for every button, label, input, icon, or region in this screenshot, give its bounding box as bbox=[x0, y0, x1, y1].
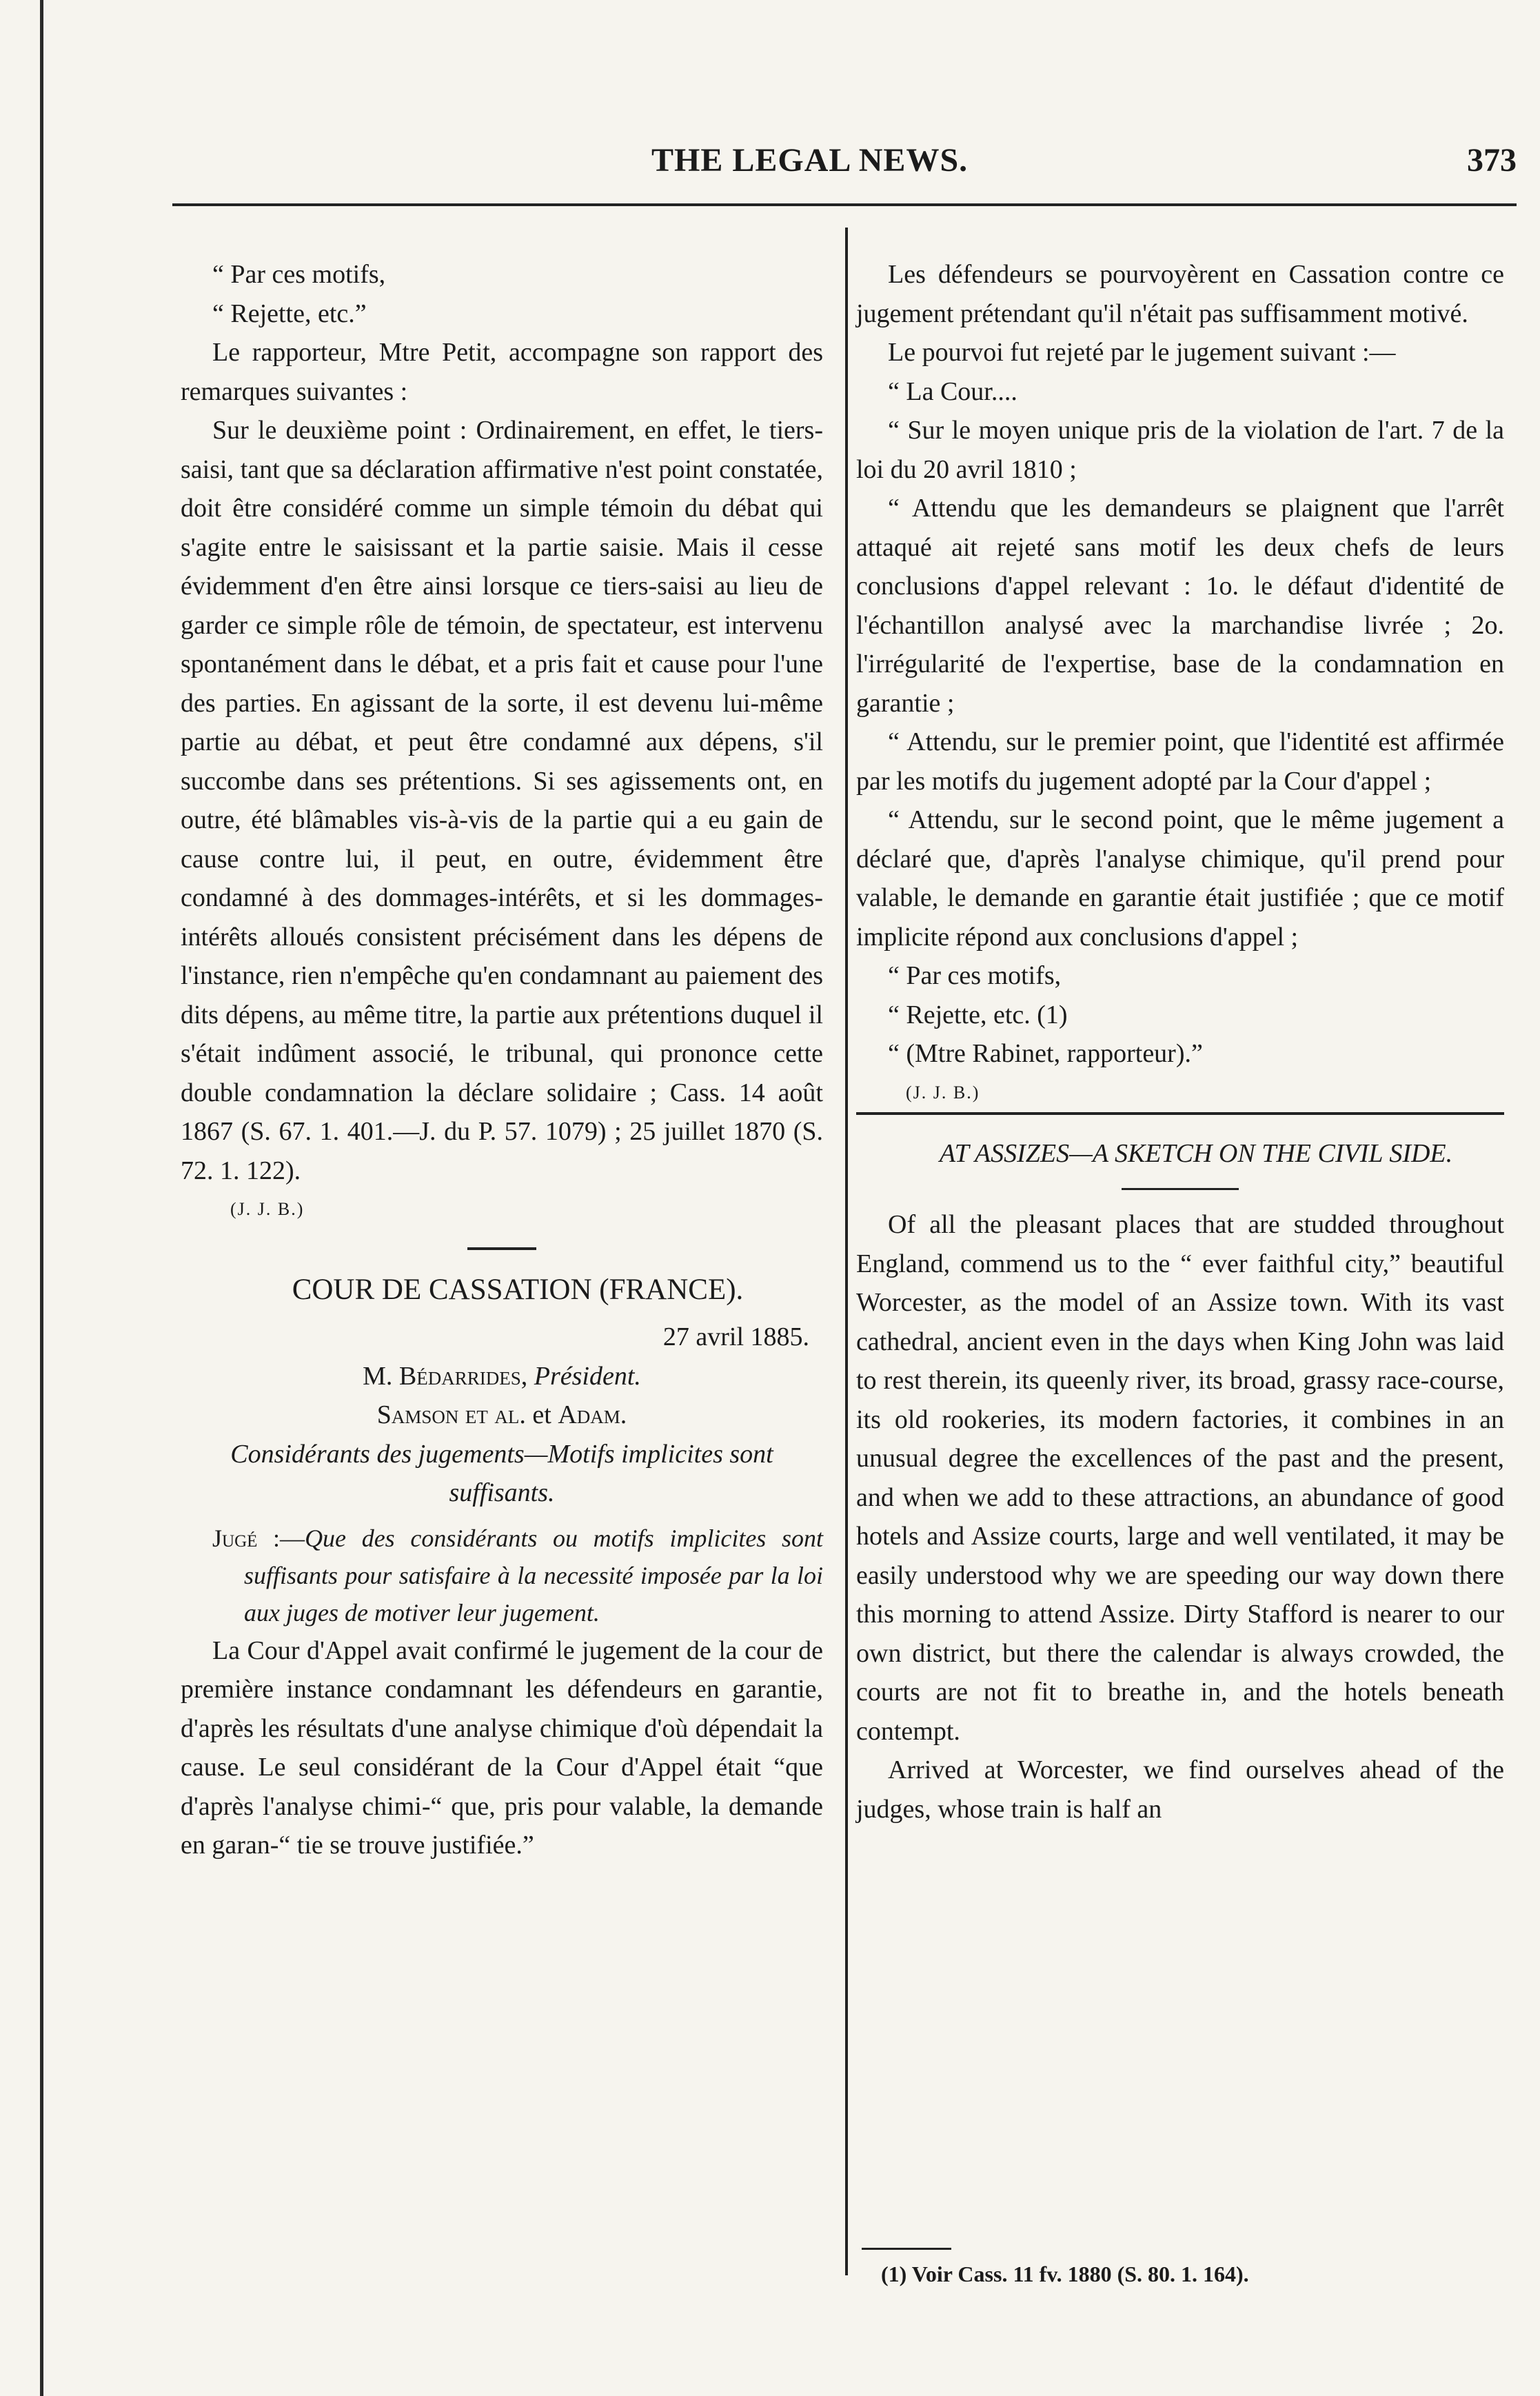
quote-line: “ Rejette, etc.” bbox=[212, 299, 367, 328]
column-rule bbox=[845, 228, 848, 2275]
quote-line: “ Par ces motifs, bbox=[212, 260, 386, 289]
paragraph: Arrived at Worcester, we find ourselves ahead of the judges, whose train is half an bbox=[856, 1755, 1504, 1824]
paragraph: Le rapporteur, Mtre Petit, accompagne son rapport des remarques suivantes : bbox=[181, 338, 823, 406]
parties-line bbox=[181, 1396, 823, 1435]
left-column bbox=[181, 255, 823, 1865]
quote-line: “ Par ces motifs, bbox=[888, 961, 1062, 990]
paragraph: La Cour d'Appel avait confirmé le jugement de la cour de première instance condamnant les défendeurs en garantie, d'après les résultats d'une analyse chimique d'où dépendait la cause. Le seul considérant de la Cour d'Appel était “que d'après l'analyse chimi-“ que, pris pour valable, la demande en garan-“ tie se trouve justifiée.” bbox=[181, 1635, 823, 1860]
parties-conjunction: et bbox=[532, 1400, 551, 1429]
footnote: (1) Voir Cass. 11 fv. 1880 (S. 80. 1. 164). bbox=[881, 2262, 1249, 2286]
paragraph: Of all the pleasant places that are studded throughout England, commend us to the “ ever faithful city,” beautiful Worcester, as the model of an Assize town. With its vast cathedral, ancient even in the days when King John was laid to rest therein, its queenly river, its broad, grassy race-course, its old rookeries, its modern factories, it combines in an unusual degree the excellences of the past and the present, and when we add to these attractions, an abundance of good hotels and Assize courts, large and well ventilated, it may be easily understood why we are speeding our way down there this morning to attend Assize. Dirty Stafford is nearer to our own district, but there the calendar is always crowded, the courts are not fit to breathe in, and the hotels beneath contempt. bbox=[856, 1210, 1504, 1746]
paragraph: Sur le deuxième point : Ordinairement, en effet, le tiers-saisi, tant que sa déclaration affirmative n'est point constatée, doit être considéré comme un simple témoin du débat qui s'agite entre le saisissant et la partie saisie. Mais il cesse évidemment d'en être ainsi lorsque ce tiers-saisi au lieu de garder ce simple rôle de témoin, de spectateur, est intervenu spontanément dans le débat, et a pris fait et cause pour l'une des parties. En agissant de la sorte, il est devenu lui-même partie au débat, et peut être condamné aux dépens, s'il succombe dans ses prétentions. Si ses agissements ont, en outre, été blâmables vis-à-vis de la partie qui a eu gain de cause contre lui, il peut, en outre, évidemment être condamné à des dommages-intérêts, et si les dommages-intérêts alloués consistent précisément dans les dépens de l'instance, rien n'empêche qu'en condamnant au paiement des dits dépens, au même titre, la partie aux prétentions duquel il s'était indûment associé, le tribunal, qui prononce cette double condamnation la déclare solidaire ; Cass. 14 août 1867 (S. 67. 1. 401.—J. du P. 57. 1079) ; 25 juillet 1870 (S. 72. 1. 122). bbox=[181, 416, 823, 1185]
holding bbox=[212, 1520, 823, 1631]
quote-line: “ Attendu, sur le second point, que le même jugement a déclaré que, d'après l'analyse chimique, qu'il prend pour valable, le demande en garantie était justifiée ; que ce motif implicite répond aux conclusions d'appel ; bbox=[856, 805, 1504, 952]
paragraph: Les défendeurs se pourvoyèrent en Cassation contre ce jugement prétendant qu'il n'était pas suffisamment motivé. bbox=[856, 260, 1504, 328]
president-line bbox=[181, 1357, 823, 1396]
scan-edge bbox=[40, 0, 43, 2396]
right-column bbox=[856, 255, 1504, 1829]
decision-date: 27 avril 1885. bbox=[662, 1322, 809, 1351]
title-rule bbox=[1122, 1188, 1239, 1190]
quote-line: “ Sur le moyen unique pris de la violation de l'art. 7 de la loi du 20 avril 1810 ; bbox=[856, 416, 1504, 484]
footnote-rule bbox=[862, 2248, 951, 2250]
page-number: 373 bbox=[1467, 142, 1517, 179]
initials: (J. J. B.) bbox=[230, 1199, 305, 1219]
holding-label: Jugé :— bbox=[212, 1524, 305, 1552]
initials: (J. J. B.) bbox=[906, 1082, 980, 1103]
party-2: Adam. bbox=[558, 1400, 627, 1429]
running-header bbox=[172, 141, 1517, 197]
quote-line: “ Attendu, sur le premier point, que l'identité est affirmée par les motifs du jugement adopté par la Cour d'appel ; bbox=[856, 727, 1504, 796]
case-subject: Considérants des jugements—Motifs implicites sont suffisants. bbox=[230, 1439, 773, 1507]
president-role: Président. bbox=[534, 1361, 641, 1391]
section-rule bbox=[467, 1247, 536, 1250]
quote-line: “ (Mtre Rabinet, rapporteur).” bbox=[888, 1039, 1203, 1068]
holding-text: Que des considérants ou motifs implicites sont suffisants pour satisfaire à la necessité imposée par la loi aux juges de motiver leur jugement. bbox=[244, 1524, 823, 1627]
article-title: AT ASSIZES—A SKETCH ON THE CIVIL SIDE. bbox=[939, 1139, 1453, 1168]
section-rule bbox=[856, 1112, 1504, 1115]
journal-title: THE LEGAL NEWS. bbox=[651, 142, 969, 179]
president-name: M. Bédarrides, bbox=[363, 1361, 528, 1391]
court-title: COUR DE CASSATION (FRANCE). bbox=[292, 1273, 744, 1306]
quote-line: “ La Cour.... bbox=[888, 376, 1017, 406]
paragraph: Le pourvoi fut rejeté par le jugement suivant :— bbox=[888, 338, 1396, 367]
party-1: Samson et al. bbox=[376, 1400, 526, 1429]
quote-line: “ Rejette, etc. (1) bbox=[888, 1000, 1068, 1029]
quote-line: “ Attendu que les demandeurs se plaignent que l'arrêt attaqué ait rejeté sans motif les deux chefs de leurs conclusions d'appel relevant : 1o. le défaut d'identité de l'échantillon analysé avec la marchandise livrée ; 2o. l'irrégularité de l'expertise, base de la condamnation en garantie ; bbox=[856, 494, 1504, 718]
header-rule bbox=[172, 203, 1517, 206]
